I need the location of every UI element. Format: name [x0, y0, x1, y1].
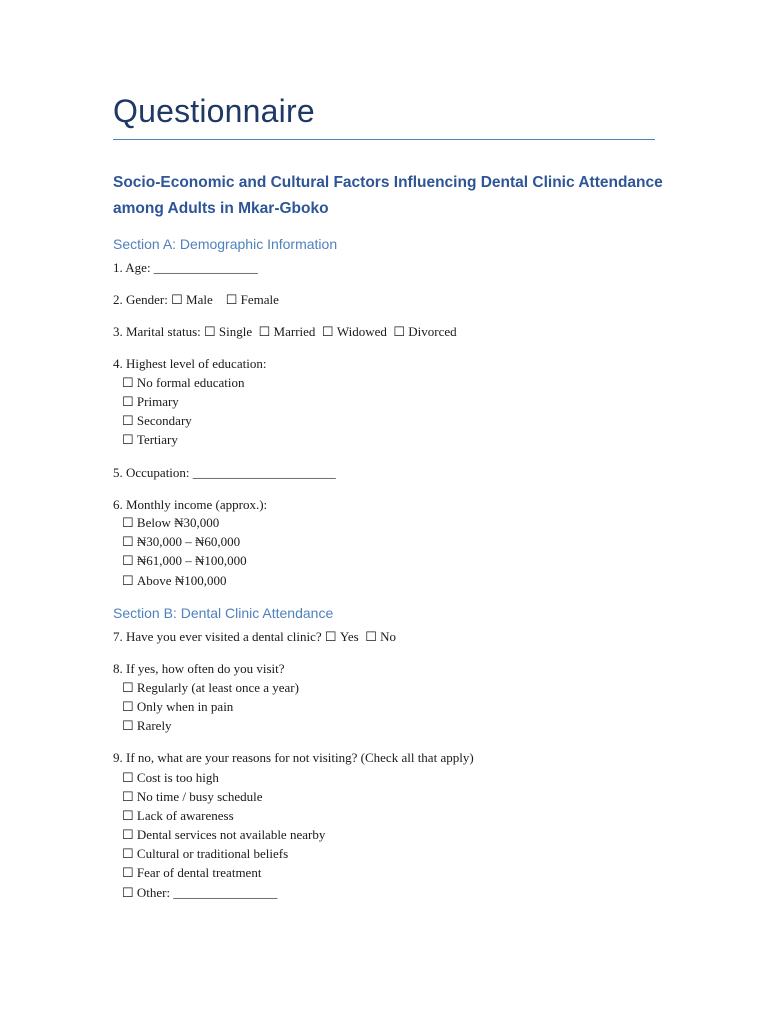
checkbox-icon: ☐ — [122, 827, 134, 842]
question-visited-clinic — [113, 627, 396, 646]
checkbox-icon: ☐ — [122, 515, 134, 530]
checkbox-icon: ☐ — [324, 629, 337, 644]
question-occupation: 5. Occupation: ______________________ — [113, 465, 336, 480]
section-a-heading: Section A: Demographic Information — [113, 236, 338, 252]
question-gender — [113, 290, 279, 309]
checkbox-icon: ☐ — [122, 770, 134, 785]
checkbox-icon: ☐ — [258, 324, 271, 339]
education-option[interactable]: ☐ No formal education — [122, 375, 245, 390]
checkbox-icon: ☐ — [225, 292, 238, 307]
checkbox-icon: ☐ — [171, 292, 183, 307]
checkbox-icon: ☐ — [393, 324, 406, 339]
checkbox-icon: ☐ — [122, 573, 134, 588]
checkbox-icon: ☐ — [122, 885, 134, 900]
question-marital-label: 3. Marital status: — [113, 324, 201, 339]
marital-option-married[interactable]: ☐ Married — [258, 324, 316, 339]
gender-option-male[interactable]: ☐ Male — [171, 292, 213, 307]
checkbox-icon: ☐ — [321, 324, 334, 339]
question-marital-status — [113, 322, 457, 341]
reason-option[interactable]: ☐ Cultural or traditional beliefs — [122, 846, 289, 861]
checkbox-icon: ☐ — [122, 699, 134, 714]
checkbox-icon: ☐ — [122, 865, 134, 880]
visited-option-yes[interactable]: ☐ Yes — [324, 629, 359, 644]
document-subtitle — [113, 170, 673, 222]
checkbox-icon: ☐ — [122, 789, 134, 804]
frequency-option[interactable]: ☐ Only when in pain — [122, 699, 234, 714]
title-divider — [113, 139, 655, 140]
reason-option[interactable]: ☐ Fear of dental treatment — [122, 865, 262, 880]
document-title: Questionnaire — [113, 93, 315, 129]
marital-option-divorced[interactable]: ☐ Divorced — [393, 324, 457, 339]
question-income: 6. Monthly income (approx.): — [113, 497, 268, 512]
education-option[interactable]: ☐ Tertiary — [122, 432, 178, 447]
reason-option-other[interactable]: ☐ Other: ________________ — [122, 885, 278, 900]
income-option[interactable]: ☐ Below ₦30,000 — [122, 515, 220, 530]
checkbox-icon: ☐ — [122, 375, 134, 390]
checkbox-icon: ☐ — [204, 324, 216, 339]
subtitle-line-1: Socio-Economic and Cultural Factors Influencing Dental Clinic Attendance — [113, 174, 663, 191]
reason-option[interactable]: ☐ Lack of awareness — [122, 808, 234, 823]
question-reasons-not-visiting: 9. If no, what are your reasons for not visiting? (Check all that apply) — [113, 750, 474, 765]
checkbox-icon: ☐ — [122, 553, 134, 568]
checkbox-icon: ☐ — [122, 534, 134, 549]
marital-option-single[interactable]: ☐ Single — [204, 324, 253, 339]
reason-option[interactable]: ☐ Dental services not available nearby — [122, 827, 326, 842]
frequency-option[interactable]: ☐ Regularly (at least once a year) — [122, 680, 299, 695]
income-option[interactable]: ☐ ₦30,000 – ₦60,000 — [122, 534, 241, 549]
checkbox-icon: ☐ — [122, 680, 134, 695]
question-education: 4. Highest level of education: — [113, 356, 267, 371]
checkbox-icon: ☐ — [122, 394, 134, 409]
checkbox-icon: ☐ — [365, 629, 377, 644]
marital-option-widowed[interactable]: ☐ Widowed — [321, 324, 387, 339]
visited-option-no[interactable]: ☐ No — [365, 629, 397, 644]
section-b-heading: Section B: Dental Clinic Attendance — [113, 605, 334, 621]
question-visit-frequency: 8. If yes, how often do you visit? — [113, 661, 285, 676]
question-gender-label: 2. Gender: — [113, 292, 168, 307]
checkbox-icon: ☐ — [122, 432, 134, 447]
checkbox-icon: ☐ — [122, 808, 134, 823]
income-option[interactable]: ☐ ₦61,000 – ₦100,000 — [122, 553, 247, 568]
frequency-option[interactable]: ☐ Rarely — [122, 718, 172, 733]
gender-option-female[interactable]: ☐ Female — [225, 292, 279, 307]
reason-option[interactable]: ☐ Cost is too high — [122, 770, 219, 785]
education-option[interactable]: ☐ Secondary — [122, 413, 192, 428]
question-age: 1. Age: ________________ — [113, 260, 258, 275]
reason-option[interactable]: ☐ No time / busy schedule — [122, 789, 263, 804]
education-option[interactable]: ☐ Primary — [122, 394, 179, 409]
checkbox-icon: ☐ — [122, 413, 134, 428]
subtitle-line-2: among Adults in Mkar-Gboko — [113, 200, 329, 217]
income-option[interactable]: ☐ Above ₦100,000 — [122, 573, 227, 588]
question-visited-label: 7. Have you ever visited a dental clinic? — [113, 629, 322, 644]
checkbox-icon: ☐ — [122, 846, 134, 861]
checkbox-icon: ☐ — [122, 718, 134, 733]
